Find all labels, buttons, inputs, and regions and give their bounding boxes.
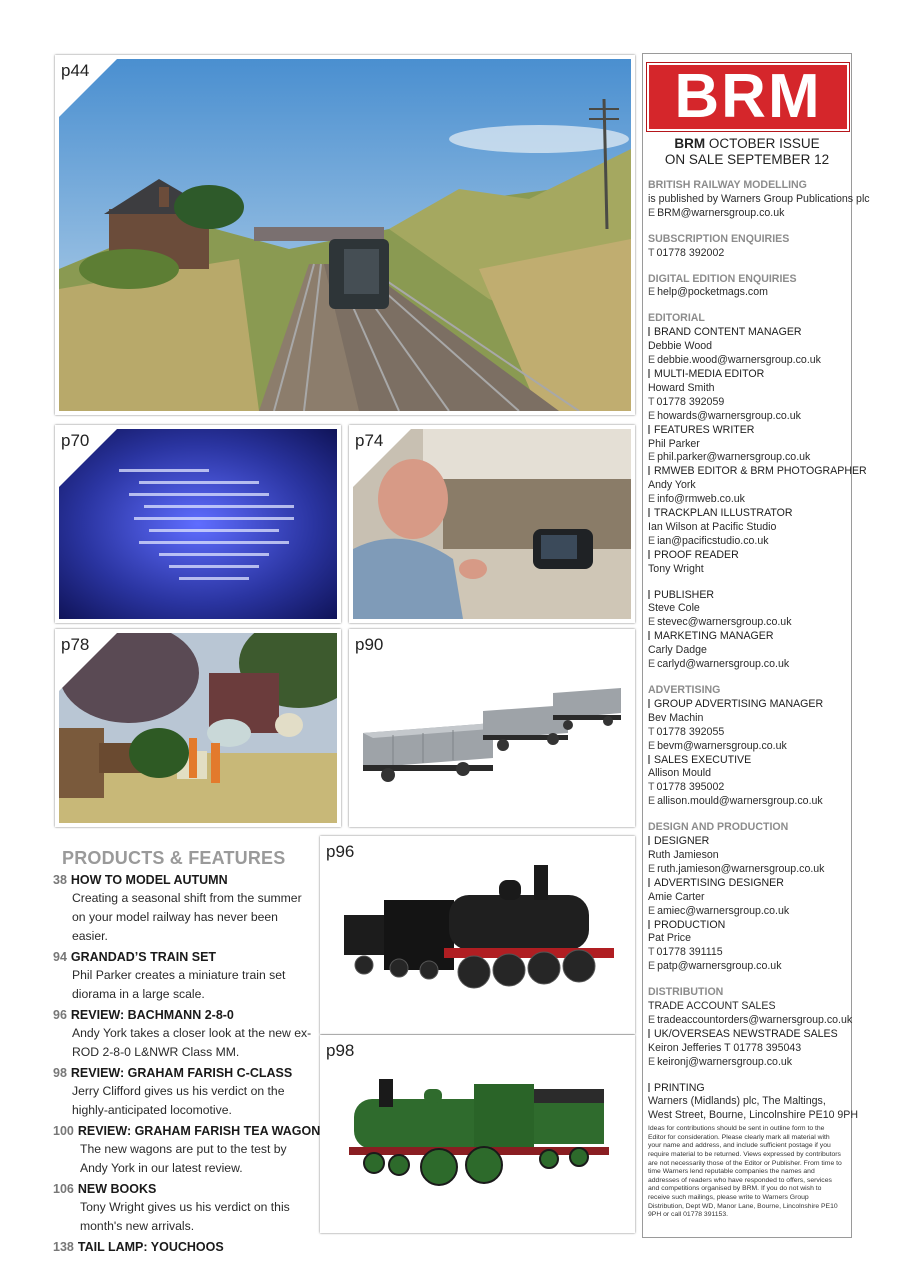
role-title [648, 698, 853, 712]
contact-value: debbie.wood@warnersgroup.co.uk [657, 354, 821, 367]
contact-value: Allison Mould [648, 767, 712, 780]
issue-info [643, 136, 851, 168]
page-label-p44: p44 [61, 61, 90, 80]
role-label: MULTI-MEDIA EDITOR [654, 367, 765, 380]
page-label-p70: p70 [61, 431, 90, 450]
contact-value: is published by Warners Group Publications plc [648, 192, 870, 205]
contact-prefix: T [648, 725, 655, 738]
role-title [648, 507, 853, 521]
masthead-section [648, 312, 867, 576]
role-marker [648, 590, 650, 599]
email-line [648, 960, 853, 974]
contact-prefix: T [648, 946, 655, 959]
feature-description: Andy York takes a closer look at the new ex-ROD 2-8-0 L&NWR Class MM. [72, 1026, 312, 1059]
feature-description: Phil Parker creates a miniature train set diorama in a large scale. [72, 968, 286, 1001]
contact-prefix: E [648, 1013, 656, 1026]
contact-value: Howard Smith [648, 381, 715, 394]
contact-value: Amie Carter [648, 890, 705, 903]
phone-line [648, 247, 853, 261]
contact-value: help@pocketmags.com [657, 286, 768, 299]
contact-prefix: E [648, 354, 656, 367]
masthead-section [648, 986, 853, 1069]
role-marker [648, 508, 650, 517]
contact-prefix: E [648, 862, 656, 875]
email-line [648, 1014, 853, 1028]
role-marker [648, 755, 650, 764]
text-line [648, 849, 853, 863]
email-line [648, 207, 853, 221]
contact-value: patp@warnersgroup.co.uk [657, 960, 782, 973]
contact-value: Ian Wilson at Pacific Studio [648, 520, 777, 533]
role-marker [648, 878, 650, 887]
page-label-p74: p74 [355, 431, 384, 450]
text-line [648, 644, 853, 658]
feature-page-number: 94 [53, 950, 67, 964]
role-marker [648, 836, 650, 845]
contact-prefix: E [648, 795, 656, 808]
issue-line2: ON SALE SEPTEMBER 12 [664, 152, 830, 167]
email-line [648, 410, 853, 424]
section-title: BRITISH RAILWAY MODELLING [648, 179, 807, 191]
role-label: ADVERTISING DESIGNER [654, 876, 784, 889]
contact-value: carlyd@warnersgroup.co.uk [657, 658, 790, 671]
contact-prefix: E [648, 409, 656, 422]
text-line [648, 438, 853, 452]
role-label: TRACKPLAN ILLUSTRATOR [654, 507, 793, 520]
role-title [648, 326, 853, 340]
role-marker [648, 327, 650, 336]
masthead-section [648, 1070, 859, 1124]
page-label-p98: p98 [326, 1041, 355, 1060]
role-label: BRAND CONTENT MANAGER [654, 326, 802, 339]
contact-value: 01778 391115 [656, 946, 723, 959]
role-title [648, 630, 853, 644]
role-label: PRINTING [654, 1081, 705, 1094]
contact-value: Ruth Jamieson [648, 848, 719, 861]
feature-title [53, 871, 318, 889]
contact-value: Steve Cole [648, 602, 700, 615]
brm-logo: BRM [647, 63, 849, 131]
photo-p74 [349, 425, 635, 623]
contact-value: Pat Price [648, 932, 691, 945]
email-line [648, 740, 853, 754]
role-label: RMWEB EDITOR & BRM PHOTOGRAPHER [654, 465, 867, 478]
text-line [648, 521, 853, 535]
email-line [648, 1056, 853, 1070]
phone-line [648, 396, 853, 410]
role-title [648, 368, 853, 382]
contact-value: Debbie Wood [648, 340, 712, 353]
email-line [648, 905, 853, 919]
text-line [648, 712, 853, 726]
feature-title [53, 1180, 318, 1198]
feature-title [53, 1064, 318, 1082]
feature-page-number: 96 [53, 1008, 67, 1022]
email-line [648, 535, 853, 549]
features-heading: PRODUCTS & FEATURES [62, 848, 286, 868]
masthead-sidebar [642, 53, 870, 1238]
features-list [53, 871, 321, 1256]
contact-prefix: E [648, 904, 656, 917]
contact-value: Phil Parker [648, 437, 700, 450]
feature-title [53, 1122, 321, 1140]
text-line [648, 1109, 859, 1123]
feature-title-text: HOW TO MODEL AUTUMN [70, 873, 228, 887]
text-line [648, 932, 853, 946]
masthead-section [648, 233, 853, 261]
email-line [648, 451, 853, 465]
contact-value: Bev Machin [648, 711, 704, 724]
contact-value: phil.parker@warnersgroup.co.uk [657, 451, 811, 464]
role-marker [648, 699, 650, 708]
role-title [648, 465, 867, 479]
section-spacer [648, 577, 853, 589]
issue-line1: OCTOBER ISSUE [705, 136, 820, 151]
feature-title [53, 948, 318, 966]
contact-value: Carly Dadge [648, 644, 707, 657]
role-title [648, 919, 853, 933]
email-line [648, 863, 853, 877]
role-label: MARKETING MANAGER [654, 630, 774, 643]
masthead-section [648, 684, 853, 809]
role-label: DESIGNER [654, 835, 710, 848]
photo-p78 [55, 629, 341, 827]
section-title: DISTRIBUTION [648, 986, 724, 999]
contact-value: ruth.jamieson@warnersgroup.co.uk [657, 862, 825, 875]
role-marker [648, 369, 650, 378]
role-title [648, 754, 853, 768]
contact-value: ian@pacificstudio.co.uk [657, 534, 769, 547]
feature-description: Tony Wright gives us his verdict on this month's new arrivals. [80, 1200, 290, 1233]
role-title [648, 1082, 853, 1096]
contact-value: stevec@warnersgroup.co.uk [657, 616, 792, 629]
email-line [648, 286, 853, 300]
contact-value: 01778 395002 [656, 781, 725, 794]
feature-title [53, 1238, 318, 1256]
role-marker [648, 631, 650, 640]
role-label: FEATURES WRITER [654, 423, 755, 436]
contact-value: amiec@warnersgroup.co.uk [657, 904, 790, 917]
contact-value: info@rmweb.co.uk [657, 493, 745, 506]
masthead-list [648, 179, 870, 1220]
masthead-section [648, 577, 853, 672]
masthead-section [648, 273, 853, 301]
feature-title-text: REVIEW: GRAHAM FARISH TEA WAGON [77, 1124, 321, 1138]
contact-prefix: E [648, 451, 656, 464]
role-label: PROOF READER [654, 548, 739, 561]
contact-prefix: E [648, 206, 656, 219]
role-label: PRODUCTION [654, 918, 726, 931]
contact-value: bevm@warnersgroup.co.uk [657, 739, 787, 752]
email-line [648, 493, 853, 507]
feature-title-text: REVIEW: BACHMANN 2-8-0 [70, 1008, 234, 1022]
feature-page-number: 138 [53, 1240, 74, 1254]
text-line [648, 891, 853, 905]
feature-title-text: TAIL LAMP: YOUCHOOS [77, 1240, 224, 1254]
section-title: EDITORIAL [648, 312, 705, 325]
text-line [648, 602, 853, 616]
masthead-section [648, 179, 870, 221]
text-line [648, 563, 853, 577]
role-label: SALES EXECUTIVE [654, 753, 752, 766]
email-line [648, 658, 853, 672]
feature-description: The new wagons are put to the test by Andy York in our latest review. [80, 1142, 287, 1175]
feature-description: Creating a seasonal shift from the summer on your model railway has never been easier. [72, 891, 302, 943]
phone-line [648, 781, 853, 795]
role-title [648, 589, 853, 603]
feature-title-text: NEW BOOKS [77, 1182, 157, 1196]
contact-value: 01778 392002 [656, 246, 725, 259]
section-title: DIGITAL EDITION ENQUIRIES [648, 272, 797, 285]
masthead-section [648, 821, 853, 974]
contact-prefix: E [648, 286, 656, 299]
role-marker [648, 1029, 650, 1038]
contact-value: Andy York [648, 479, 696, 492]
page-label-p96: p96 [326, 842, 355, 861]
role-marker [648, 425, 650, 434]
phone-line [648, 946, 853, 960]
text-line [648, 1000, 853, 1014]
contact-value: BRM@warnersgroup.co.uk [657, 206, 785, 219]
text-line [648, 1042, 853, 1056]
contact-value: Warners (Midlands) plc, The Maltings, [648, 1095, 826, 1108]
role-marker [648, 1083, 650, 1092]
photo-p96 [320, 836, 635, 1034]
photo-p90 [349, 629, 635, 827]
role-label: GROUP ADVERTISING MANAGER [654, 697, 824, 710]
contact-prefix: E [648, 1055, 656, 1068]
contact-prefix: T [648, 246, 655, 259]
products-features [53, 848, 321, 1256]
role-title [648, 424, 853, 438]
contact-value: 01778 392059 [656, 395, 725, 408]
feature-title-text: GRANDAD’S TRAIN SET [70, 950, 217, 964]
section-title: ADVERTISING [648, 684, 721, 696]
section-title: DESIGN AND PRODUCTION [648, 821, 789, 834]
contact-prefix: E [648, 493, 656, 506]
role-title [648, 877, 853, 891]
feature-page-number: 38 [53, 873, 67, 887]
role-title [648, 1028, 853, 1042]
email-line [648, 616, 853, 630]
role-marker [648, 920, 650, 929]
contact-prefix: T [648, 781, 655, 794]
photo-p70 [55, 425, 341, 623]
email-line [648, 795, 853, 809]
role-label: PUBLISHER [654, 588, 715, 601]
contact-prefix: T [648, 395, 655, 408]
text-line [648, 340, 853, 354]
contact-value: allison.mould@warnersgroup.co.uk [657, 795, 823, 808]
contact-prefix: E [648, 534, 656, 547]
text-line [648, 767, 853, 781]
phone-line [648, 726, 853, 740]
contact-value: tradeaccountorders@warnersgroup.co.uk [657, 1013, 853, 1026]
contact-prefix: E [648, 960, 656, 973]
contact-prefix: E [648, 739, 656, 752]
feature-page-number: 98 [53, 1066, 67, 1080]
page-label-p90: p90 [355, 635, 384, 654]
role-title [648, 549, 853, 563]
section-title: SUBSCRIPTION ENQUIRIES [648, 232, 790, 245]
text-line [648, 479, 853, 493]
role-marker [648, 550, 650, 559]
feature-title [53, 1006, 318, 1024]
photo-p98 [320, 1035, 635, 1233]
contact-value: West Street, Bourne, Lincolnshire PE10 9PH [648, 1109, 859, 1122]
contact-value: keironj@warnersgroup.co.uk [657, 1055, 793, 1068]
contact-value: Keiron Jefferies T 01778 395043 [648, 1041, 802, 1054]
text-line [648, 1095, 853, 1109]
contact-prefix: E [648, 616, 656, 629]
issue-brand: BRM [674, 136, 706, 151]
role-marker [648, 466, 650, 475]
feature-page-number: 106 [53, 1182, 74, 1196]
text-line [648, 192, 870, 207]
page-label-p78: p78 [61, 635, 90, 654]
contact-value: 01778 392055 [656, 725, 725, 738]
disclaimer: Ideas for contributions should be sent in outline form to the Editor for consideration. Please clearly mark all material with your name and address, and include sufficient postage if you require material to be returned. Views expressed by contributors are not necessarily those of the Editor or Publisher. From time to time Warners lend reputable companies the names and addresses of readers who have responded to offers, services and competitions organised by BRM. If you do not wish to receive such mailings, please write to Warners Group Distribution, Dept WD, Manor Lane, Bourne, Lincolnshire PE10 9PH or call 01778 391153. [648, 1125, 842, 1219]
feature-page-number: 100 [53, 1124, 74, 1138]
section-spacer [648, 1070, 853, 1082]
contact-prefix: E [648, 658, 656, 671]
feature-title-text: REVIEW: GRAHAM FARISH C-CLASS [70, 1066, 293, 1080]
role-label: UK/OVERSEAS NEWSTRADE SALES [654, 1027, 838, 1040]
railway-scene-image [59, 59, 631, 411]
feature-description: Jerry Clifford gives us his verdict on the highly-anticipated locomotive. [72, 1084, 285, 1117]
photo-p44 [55, 55, 635, 415]
contact-value: TRADE ACCOUNT SALES [648, 1000, 776, 1013]
text-line [648, 382, 853, 396]
email-line [648, 354, 853, 368]
contact-value: howards@warnersgroup.co.uk [657, 409, 801, 422]
role-title [648, 835, 853, 849]
contact-value: Tony Wright [648, 562, 704, 575]
